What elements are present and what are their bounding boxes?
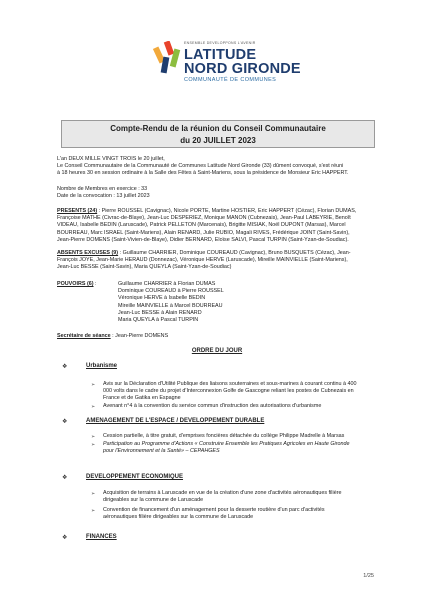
arrow-bullet-icon: ➢ [91,442,96,448]
economique-item-2 [103,507,393,521]
absents-line: : Guillaume CHARRIER, Dominique COUREAUD (Cavignac), Bruno BUSQUETS (Cézac), Jean- [118,250,351,256]
item-line: dirigeables sur la commune de Laruscade [103,497,204,504]
pouvoirs-colon: : [93,281,97,287]
page-number: 1/25 [363,573,374,579]
presents-line: Françoise MATHE (Civrac-de-Blaye), Jean-Luc DESPERIEZ, Monique MANON (Cubnezais), Jean-Paul LABEYRIE, Benoît [57,215,351,222]
economique-item-1 [103,490,393,504]
absents-block [57,250,387,272]
presents-line: Jean-Pierre DOMENS (Saint-Vivien-de-Blaye), Didier BERNARD, Eloïse SALVI, Pascal TURPIN (Saint-Yzan-de-Soudiac). [57,236,349,243]
arrow-bullet-icon: ➢ [91,382,96,388]
title-line2: du 20 JUILLET 2023 [180,136,256,145]
title-line1: Compte-Rendu de la réunion du Conseil Communautaire [110,124,326,133]
item-line: France et de Gatika en Espagne [103,395,181,402]
section-title-finances: FINANCES [86,534,117,540]
secretaire-value: : Jean-Pierre DOMENS [110,333,169,339]
intro-line: Le Conseil Communautaire de la Communauté de Communes Latitude Nord Gironde (33) dûment convoqué, s'est réuni [57,163,344,170]
urbanisme-item-2 [103,403,393,410]
logo-name-line2: NORD GIRONDE [184,61,301,77]
arrow-bullet-icon: ➢ [91,491,96,497]
pouvoirs-label: POUVOIRS (6) [57,281,94,287]
item-line: Avis sur la Déclaration d'Utilité Publique des liaisons souterraines et sous-marines à courant continu à 400 [103,381,357,387]
pouvoir-item: Maria QUEYLA à Pascal TURPIN [118,317,199,324]
item-line: Cession partielle, à titre gratuit, d'emprises foncières détachée du collège Philippe Madrelle à Marsas [103,433,345,439]
logo-slogan: ENSEMBLE DEVELOPPONS L'AVENIR [184,41,256,45]
presents-line: VIDEAU, Isabelle BEDIN (Laruscade), Patrick PELLETON (Marcenais), Brigitte MISIAK, Noël DUPONT (Marsas), Marcel [57,222,346,229]
members-count: Nombre de Membres en exercice : 33 [57,186,148,192]
diamond-bullet-icon: ❖ [62,535,68,541]
diamond-bullet-icon: ❖ [62,419,68,425]
pouvoir-item: Véronique HERVE à Isabelle BEDIN [118,295,206,302]
item-line: Participation au Programme d'Actions « Construire Ensemble les Pratiques Agricoles en Haute Gironde [103,441,350,447]
arrow-bullet-icon: ➢ [91,508,96,514]
pouvoir-item: Mireille MAINVIELLE à Marcel BOURREAU [118,302,223,309]
pouvoir-item: Jean-Luc BESSE à Alain RENARD [118,309,202,316]
absents-label: ABSENTS EXCUSES (9) [57,250,119,256]
presents-line: : Pierre ROUSSEL (Cavignac), Nicole PORTE, Martine HOSTIER, Eric HAPPERT (Cézac), Florian DUMAS, [97,208,357,214]
intro-line: à 18 heures 30 en session ordinaire à la Salle des Fêtes à Saint-Mariens, sous la présidence de Monsieur Eric HAPPERT. [57,170,349,177]
presents-line: BOURREAU, Marc ISRAEL (Saint-Mariens), Alain RENARD, Julie RUBIO, Magali RIVES, Frédérique JOINT (Saint-Savin), [57,229,350,236]
arrow-bullet-icon: ➢ [91,434,96,440]
absents-line: François JOYE, Jean-Marie HERAUD (Donnezac), Véronique HERVE (Laruscade), Mireille MAINVIELLE (Saint-Mariens), [57,257,348,264]
diamond-bullet-icon: ❖ [62,364,68,370]
pouvoir-item: Dominique COUREAUD à Pierre ROUSSEL [118,288,224,295]
item-line: 000 volts dans le cadre du projet d'Interconnexion Golfe de Gascogne reliant les postes de Cubnezais en [103,388,354,395]
logo [152,39,301,107]
item-line: aéronautiques filière dirigeables sur la commune de Laruscade [103,514,254,521]
document-title [61,120,375,148]
diamond-bullet-icon: ❖ [62,475,68,481]
section-title-urbanisme: Urbanisme [86,363,118,369]
item-line: pour l'Environnement et la Santé» – CEPAHGES [103,448,220,455]
logo-mark-icon [152,41,182,75]
pouvoir-item: Guillaume CHARRIER à Florian DUMAS [118,281,216,287]
ordre-du-jour-heading: ORDRE DU JOUR [191,348,243,354]
section-title-economique: DEVELOPPEMENT ECONOMIQUE [86,474,184,480]
secretaire-label: Secrétaire de séance [57,333,111,339]
intro-paragraph [57,156,387,178]
presents-label: PRESENTS (24) [57,208,98,214]
intro-line: L'an DEUX MILLE VINGT TROIS le 20 juillet, [57,156,165,162]
amenagement-item-1 [103,433,393,440]
convocation-date: Date de la convocation : 13 juillet 2023 [57,193,150,200]
logo-tagline: COMMUNAUTÉ DE COMMUNES [184,77,277,83]
arrow-bullet-icon: ➢ [91,404,96,410]
secretaire-block [57,333,257,340]
pouvoirs-label-block [57,281,117,288]
pouvoirs-list [118,281,318,324]
amenagement-item-2 [103,441,393,455]
logo-name-line1: LATITUDE [184,47,257,63]
members-info [57,186,387,200]
presents-block [57,208,387,244]
item-line: Convention de financement d'un aménagement pour la desserte routière d'un parc d'activités [103,507,325,513]
section-title-amenagement: AMENAGEMENT DE L'ESPACE / DEVELOPPEMENT DURABLE [86,418,265,424]
absents-line: Jean-Luc BESSE (Saint-Savin), Maria QUEYLA (Saint-Yzan-de-Soudiac) [57,264,232,271]
item-line: Acquisition de terrains à Laruscade en vue de la création d'une zone d'activités aéronautiques filière [103,490,342,496]
item-line: Avenant n°4 à la convention du service commun d'instruction des autorisations d'urbanisme [103,403,322,409]
urbanisme-item-1 [103,381,393,403]
